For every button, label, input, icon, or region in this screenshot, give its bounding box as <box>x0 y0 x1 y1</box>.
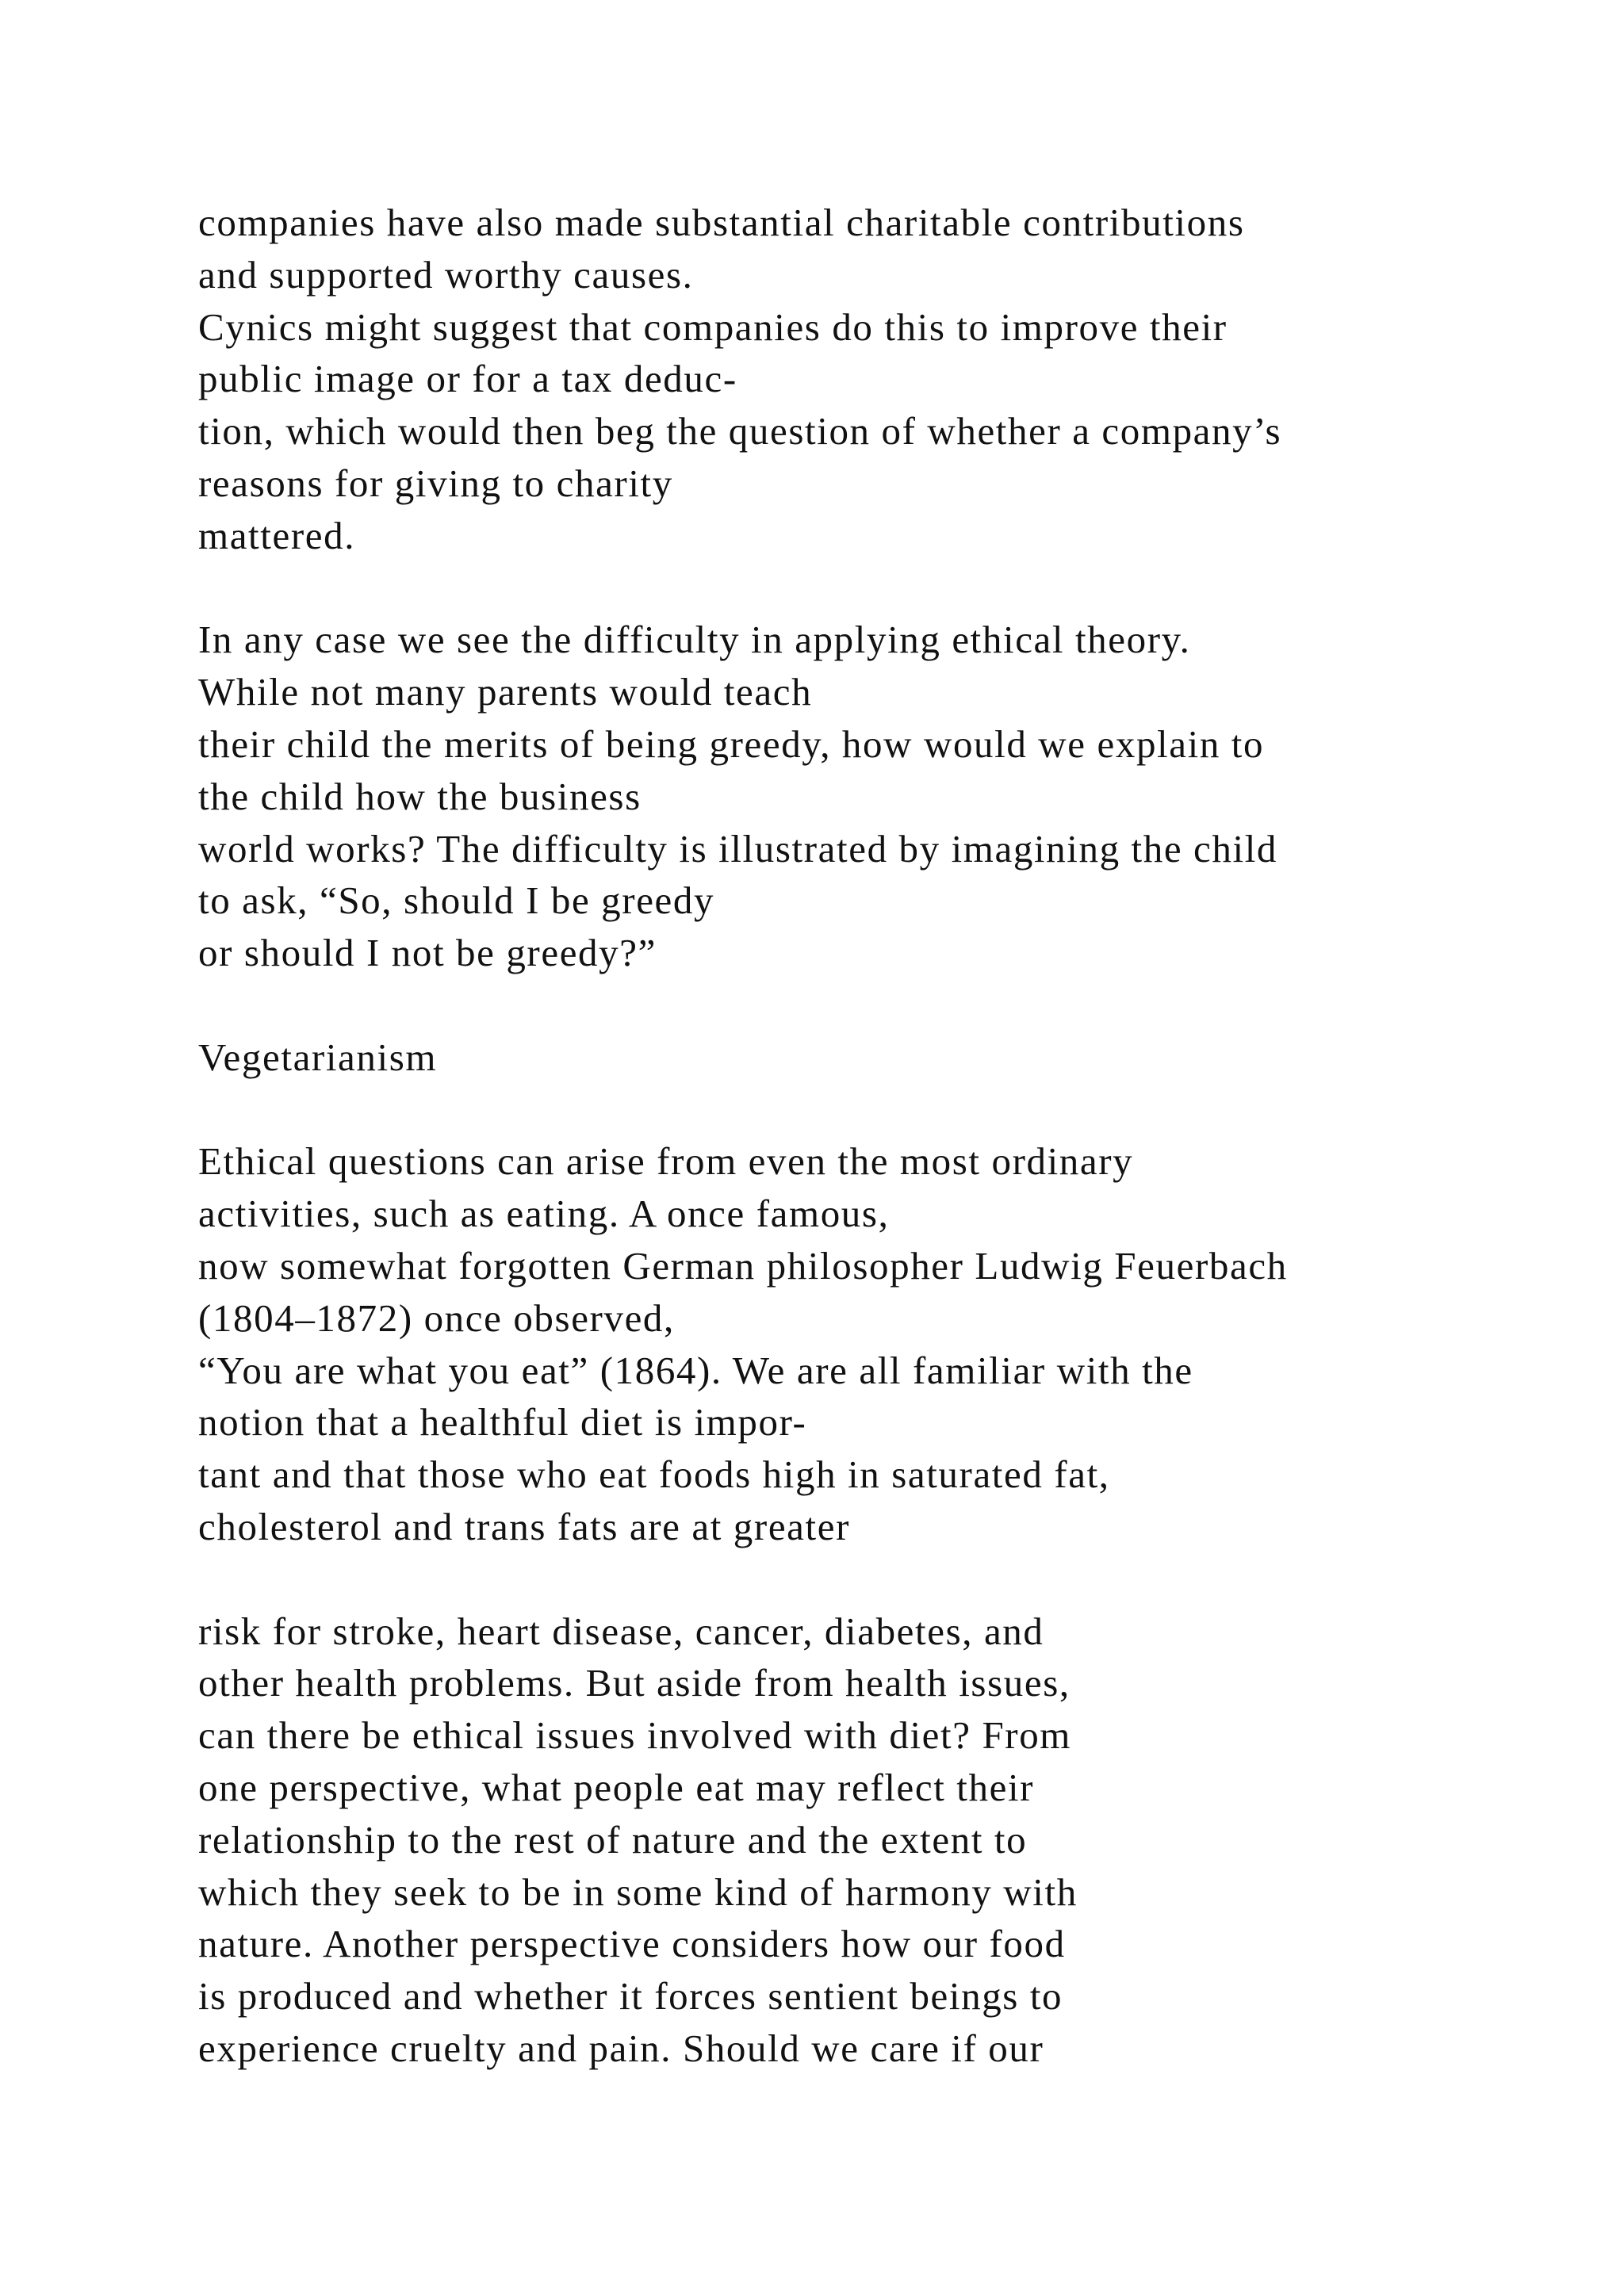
text-line: risk for stroke, heart disease, cancer, diabetes, and <box>198 1609 1044 1653</box>
text-line: now somewhat forgotten German philosopher Ludwig Feuerbach <box>198 1243 1288 1288</box>
paragraph-gap <box>198 562 1562 614</box>
text-line: tion, which would then beg the question of whether a company’s <box>198 409 1282 453</box>
text-line: Ethical questions can arise from even the most ordinary <box>198 1139 1134 1184</box>
text-line: other health problems. But aside from health issues, <box>198 1661 1071 1705</box>
section-heading: Vegetarianism <box>198 1035 438 1079</box>
text-line: the child how the business <box>198 774 642 818</box>
text-line: is produced and whether it forces sentient beings to <box>198 1974 1063 2019</box>
paragraph-gap <box>198 979 1562 1031</box>
text-line: can there be ethical issues involved with diet? From <box>198 1713 1072 1758</box>
text-line: mattered. <box>198 513 356 557</box>
text-line: activities, such as eating. A once famous, <box>198 1192 890 1236</box>
text-line: In any case we see the difficulty in applying ethical theory. <box>198 618 1191 662</box>
text-line: to ask, “So, should I be greedy <box>198 878 715 923</box>
text-line: While not many parents would teach <box>198 670 813 714</box>
text-line: their child the merits of being greedy, how would we explain to <box>198 721 1265 766</box>
text-line: world works? The difficulty is illustrated by imagining the child <box>198 826 1278 871</box>
text-line: experience cruelty and pain. Should we care if our <box>198 2026 1044 2070</box>
text-line: notion that a healthful diet is impor- <box>198 1400 807 1445</box>
text-line: which they seek to be in some kind of harmony with <box>198 1869 1078 1914</box>
text-line: nature. Another perspective considers how our food <box>198 1922 1066 1966</box>
text-line: companies have also made substantial charitable contributions <box>198 201 1245 244</box>
text-line: relationship to the rest of nature and the extent to <box>198 1817 1028 1862</box>
text-line: (1804–1872) once observed, <box>198 1295 675 1340</box>
text-line: or should I not be greedy?” <box>198 931 657 975</box>
text-line: Cynics might suggest that companies do this to improve their <box>198 304 1228 349</box>
text-line: public image or for a tax deduc- <box>198 357 737 401</box>
text-line: “You are what you eat” (1864). We are all familiar with the <box>198 1348 1193 1392</box>
paragraph-gap <box>198 1553 1562 1605</box>
text-line: and supported worthy causes. <box>198 252 694 297</box>
text-line: one perspective, what people eat may reflect their <box>198 1765 1035 1809</box>
text-line: cholesterol and trans fats are at greater <box>198 1504 850 1548</box>
paragraph-gap <box>198 1084 1562 1136</box>
text-line: tant and that those who eat foods high in saturated fat, <box>198 1452 1110 1497</box>
document-text <box>198 197 1562 2075</box>
text-line: reasons for giving to charity <box>198 461 673 505</box>
